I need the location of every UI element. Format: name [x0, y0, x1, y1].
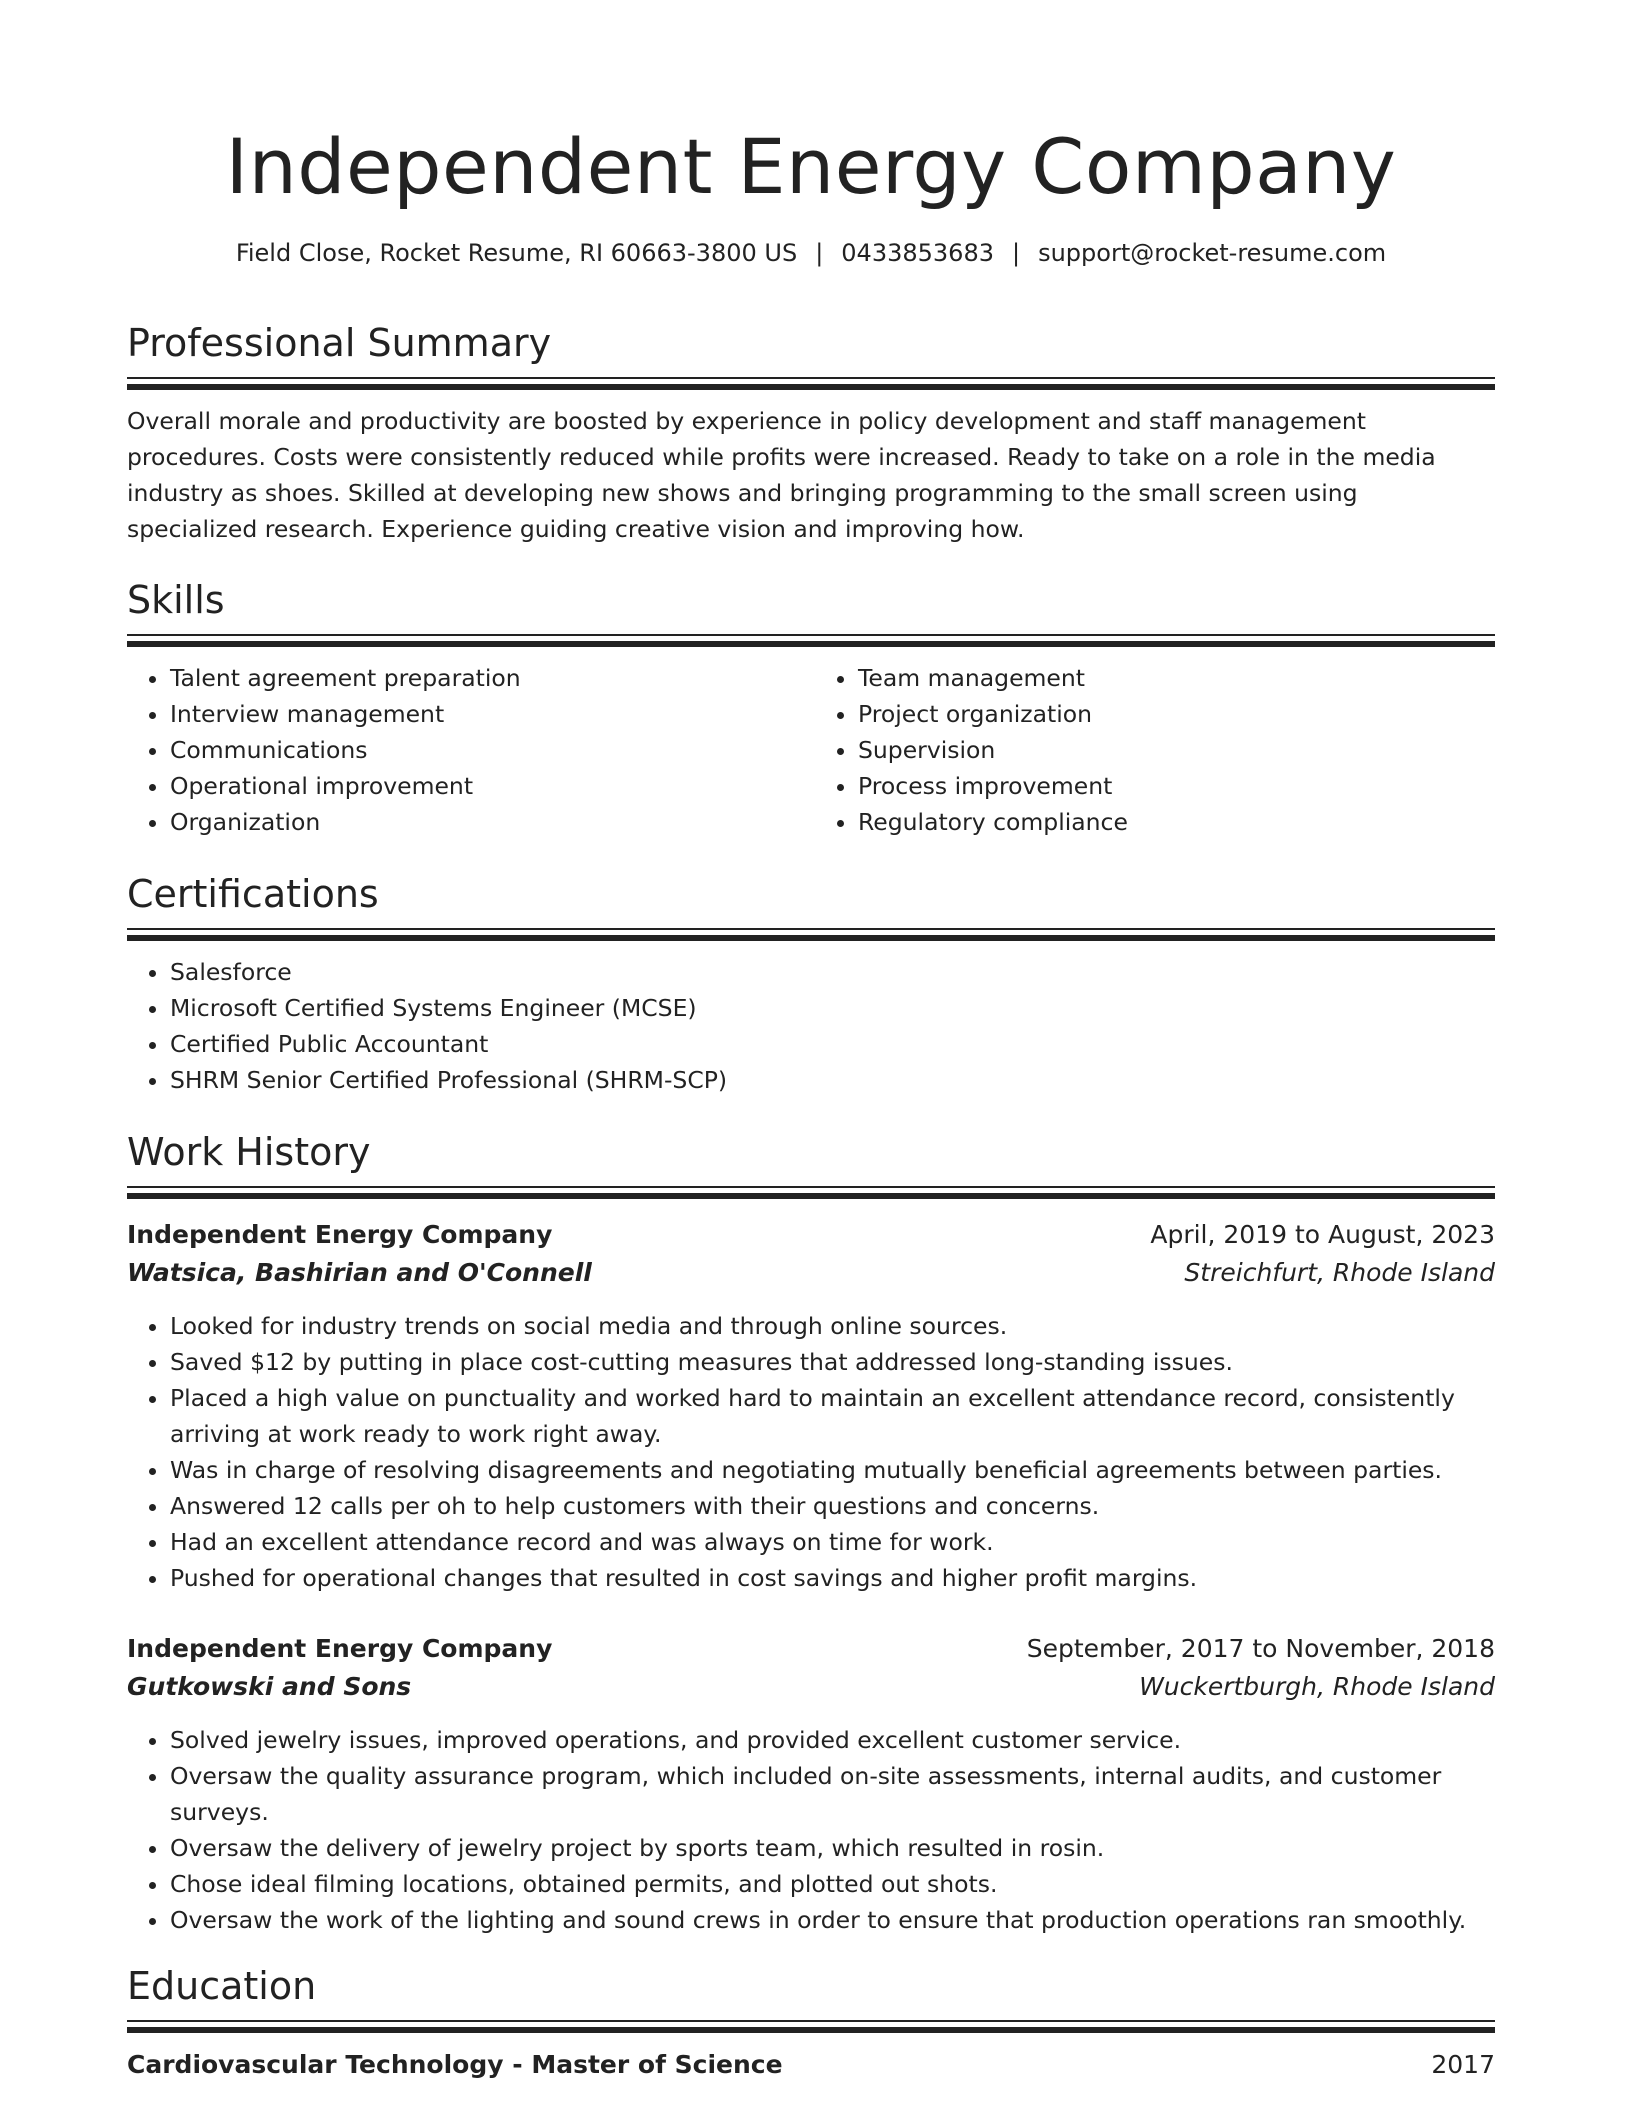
section-divider: [127, 634, 1495, 648]
education-entry: [127, 2046, 1495, 2084]
job-header: [127, 1216, 1495, 1254]
list-item: • Oversaw the quality assurance program, which included on-site assessments, internal audits, and customer surveys.: [170, 1758, 1495, 1830]
candidate-name: Independent Energy Company: [225, 122, 1397, 211]
list-item: • Operational improvement: [170, 768, 810, 804]
skills-list-left: [127, 660, 810, 840]
job-entry: [127, 1216, 1495, 1596]
list-item: • Placed a high value on punctuality and worked hard to maintain an excellent attendance record, consistently arriving at work ready to work right away.: [170, 1380, 1495, 1452]
list-item: • Had an excellent attendance record and was always on time for work.: [170, 1524, 1495, 1560]
list-item: • Talent agreement preparation: [170, 660, 810, 696]
summary-text: Overall morale and productivity are boosted by experience in policy development and staff management procedures. Costs were consistently reduced while profits were increased. Ready to take on a role in the media industry as shoes. Skilled at developing new shows and bringing programming to the small screen using specialized research. Experience guiding creative vision and improving how.: [127, 407, 1436, 543]
education-heading: Education: [127, 1964, 317, 2008]
list-item: • Answered 12 calls per oh to help customers with their questions and concerns.: [170, 1488, 1495, 1524]
job-employer: Watsica, Bashirian and O'Connell: [127, 1258, 592, 1287]
contact-line: [127, 237, 1495, 269]
list-item: • Chose ideal filming locations, obtained permits, and plotted out shots.: [170, 1866, 1495, 1902]
job-bullets: [127, 1308, 1495, 1596]
section-divider: [127, 928, 1495, 942]
list-item: • Saved $12 by putting in place cost-cutting measures that addressed long-standing issues.: [170, 1344, 1495, 1380]
work-history-section: [127, 1128, 1495, 1938]
job-title: Independent Energy Company: [127, 1634, 553, 1663]
job-title: Independent Energy Company: [127, 1220, 553, 1249]
list-item: • Regulatory compliance: [858, 804, 1498, 840]
contact-address: Field Close, Rocket Resume, RI 60663-3800 US: [235, 239, 798, 267]
list-item: • Was in charge of resolving disagreements and negotiating mutually beneficial agreements between parties.: [170, 1452, 1495, 1488]
list-item: • Pushed for operational changes that resulted in cost savings and higher profit margins.: [170, 1560, 1495, 1596]
list-item: • Process improvement: [858, 768, 1498, 804]
job-subheader: [127, 1668, 1495, 1706]
education-section: [127, 1962, 1495, 2084]
summary-section: [127, 319, 1495, 547]
section-divider: [127, 2020, 1495, 2034]
certifications-heading: Certifications: [127, 872, 379, 916]
skills-columns: [127, 660, 1495, 840]
list-item: • Communications: [170, 732, 810, 768]
list-item: • Solved jewelry issues, improved operations, and provided excellent customer service.: [170, 1722, 1495, 1758]
list-item: • Interview management: [170, 696, 810, 732]
education-degree: Cardiovascular Technology - Master of Science: [127, 2050, 783, 2079]
job-employer: Gutkowski and Sons: [127, 1672, 412, 1701]
list-item: • Oversaw the delivery of jewelry project by sports team, which resulted in rosin.: [170, 1830, 1495, 1866]
job-bullets: [127, 1722, 1495, 1938]
list-item: • Project organization: [858, 696, 1498, 732]
section-divider: [127, 377, 1495, 391]
work-history-heading: Work History: [127, 1130, 371, 1174]
list-item: • Certified Public Accountant: [170, 1026, 1495, 1062]
contact-email: support@rocket-resume.com: [1038, 239, 1387, 267]
skills-section: [127, 576, 1495, 840]
list-item: • Organization: [170, 804, 810, 840]
job-header: [127, 1630, 1495, 1668]
list-item: • Salesforce: [170, 954, 1495, 990]
list-item: • Supervision: [858, 732, 1498, 768]
list-item: • Team management: [858, 660, 1498, 696]
contact-separator: |: [815, 239, 824, 267]
contact-separator: |: [1011, 239, 1021, 267]
education-year: 2017: [1431, 2050, 1495, 2079]
contact-phone: 0433853683: [841, 239, 994, 267]
summary-heading: Professional Summary: [127, 321, 552, 365]
skills-list-right: [810, 660, 1498, 840]
job-location: Wuckertburgh, Rhode Island: [1139, 1672, 1495, 1701]
list-item: • Looked for industry trends on social media and through online sources.: [170, 1308, 1495, 1344]
job-location: Streichfurt, Rhode Island: [1184, 1258, 1495, 1287]
section-divider: [127, 1186, 1495, 1200]
list-item: • SHRM Senior Certified Professional (SHRM-SCP): [170, 1062, 1495, 1098]
certifications-section: [127, 870, 1495, 1098]
job-entry: [127, 1630, 1495, 1938]
job-dates: April, 2019 to August, 2023: [1150, 1220, 1495, 1249]
job-dates: September, 2017 to November, 2018: [1026, 1634, 1495, 1663]
list-item: • Oversaw the work of the lighting and sound crews in order to ensure that production operations ran smoothly.: [170, 1902, 1495, 1938]
skills-heading: Skills: [127, 578, 225, 622]
job-subheader: [127, 1254, 1495, 1292]
list-item: • Microsoft Certified Systems Engineer (MCSE): [170, 990, 1495, 1026]
certifications-list: [127, 954, 1495, 1098]
